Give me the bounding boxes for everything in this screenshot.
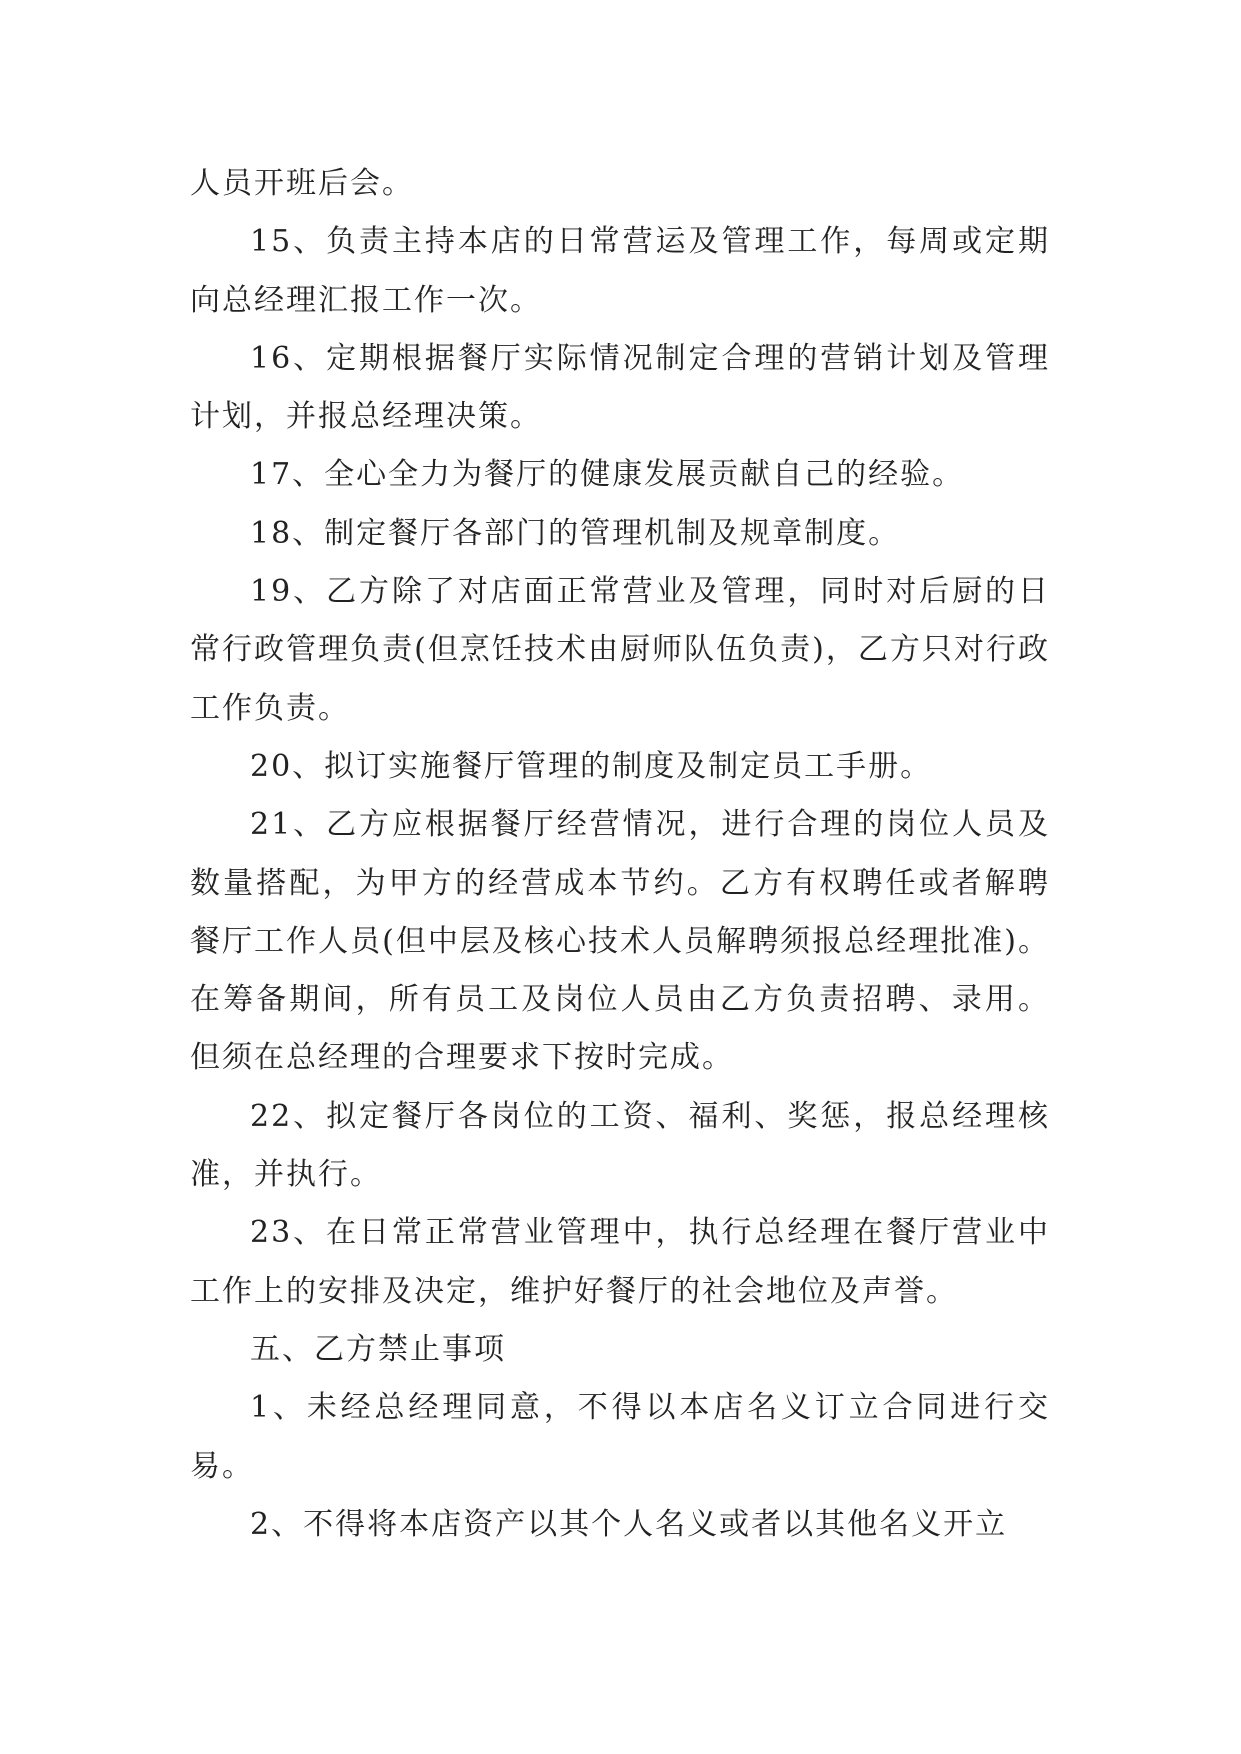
paragraph-item-23: 23、在日常正常营业管理中，执行总经理在餐厅营业中工作上的安排及决定，维护好餐厅的社会地位及声誉。	[190, 1215, 1050, 1309]
paragraph-item-17: 17、全心全力为餐厅的健康发展贡献自己的经验。	[250, 457, 965, 493]
paragraph-item-15: 15、负责主持本店的日常营运及管理工作，每周或定期向总经理汇报工作一次。	[190, 224, 1050, 318]
paragraph-item-18: 18、制定餐厅各部门的管理机制及规章制度。	[250, 515, 901, 551]
paragraph-item-19: 19、乙方除了对店面正常营业及管理，同时对后厨的日常行政管理负责(但烹饪技术由厨师队伍负责)，乙方只对行政工作负责。	[190, 574, 1050, 726]
paragraph-prohibition-1: 1、未经总经理同意，不得以本店名义订立合同进行交易。	[190, 1390, 1050, 1484]
paragraph-continuation: 人员开班后会。	[190, 166, 414, 201]
paragraph-prohibition-2: 2、不得将本店资产以其个人名义或者以其他名义开立	[250, 1506, 1008, 1542]
paragraph-item-21: 21、乙方应根据餐厅经营情况，进行合理的岗位人员及数量搭配，为甲方的经营成本节约。乙方有权聘任或者解聘餐厅工作人员(但中层及核心技术人员解聘须报总经理批准)。在筹备期间，所有员工及岗位人员由乙方负责招聘、录用。但须在总经理的合理要求下按时完成。	[190, 807, 1050, 1076]
document-page	[190, 155, 1050, 1554]
paragraph-item-22: 22、拟定餐厅各岗位的工资、福利、奖惩，报总经理核准，并执行。	[190, 1098, 1050, 1193]
paragraph-item-16: 16、定期根据餐厅实际情况制定合理的营销计划及管理计划，并报总经理决策。	[190, 340, 1050, 435]
section-heading-prohibited-matters: 五、乙方禁止事项	[250, 1331, 506, 1367]
paragraph-item-20: 20、拟订实施餐厅管理的制度及制定员工手册。	[250, 748, 933, 784]
